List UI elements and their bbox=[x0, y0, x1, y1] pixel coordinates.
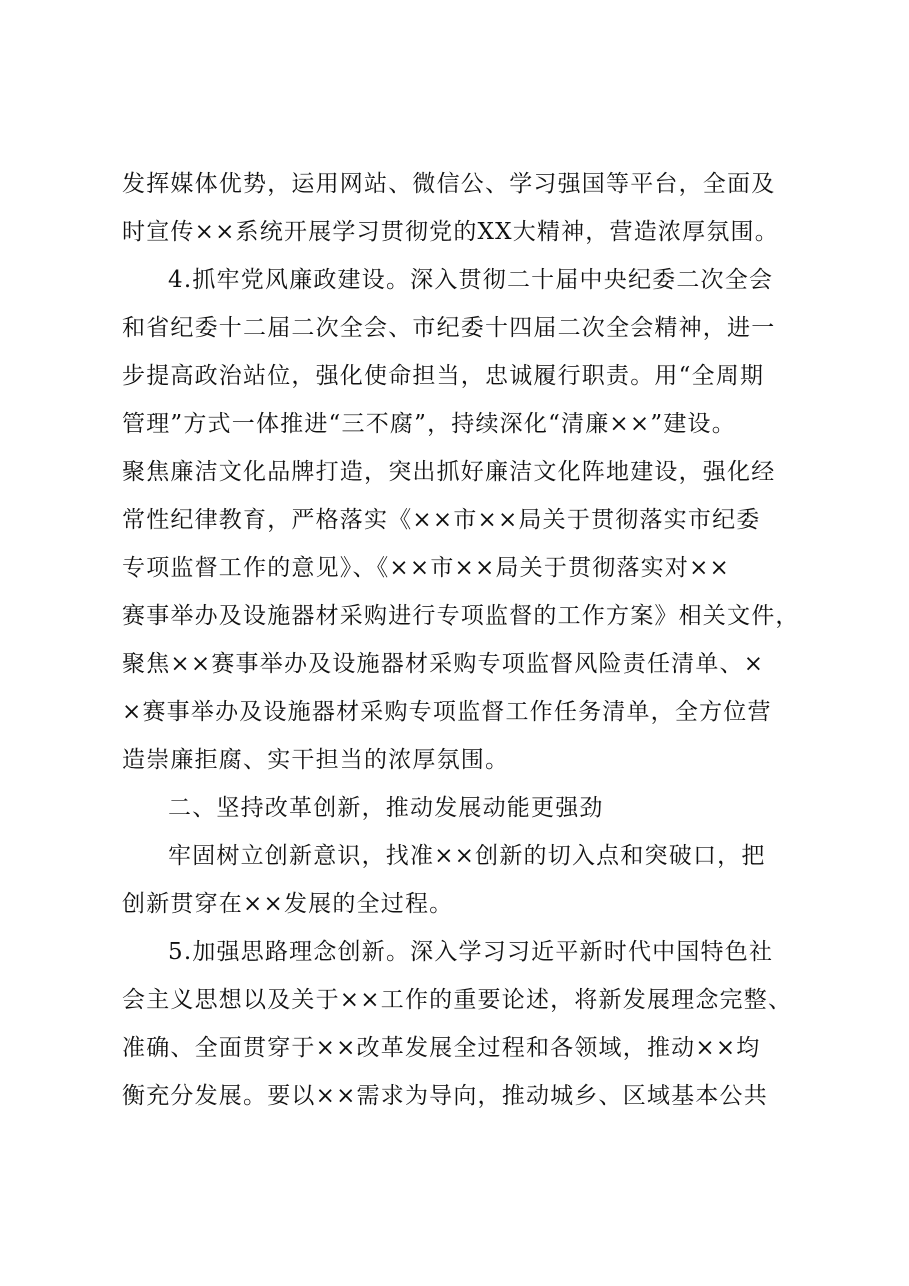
body-text-line: 衡充分发展。要以××需求为导向，推动城乡、区域基本公共 bbox=[122, 1083, 768, 1109]
body-text-line: 发挥媒体优势，运用网站、微信公、学习强国等平台，全面及 bbox=[122, 171, 776, 197]
body-text-line: 专项监督工作的意见》、《××市××局关于贯彻落实对×× bbox=[122, 555, 731, 581]
body-text-line: 造崇廉拒腐、实干担当的浓厚氛围。 bbox=[122, 747, 510, 773]
section-item-4-heading-line: 4.抓牢党风廉政建设。深入贯彻二十届中央纪委二次全会 bbox=[168, 267, 774, 293]
section-item-5-heading-line: 5.加强思路理念创新。深入学习习近平新时代中国特色社 bbox=[168, 939, 774, 965]
body-text-line: 和省纪委十二届二次全会、市纪委十四届二次全会精神，进一 bbox=[122, 315, 776, 341]
body-text-line: 准确、全面贯穿于××改革发展全过程和各领域，推动××均 bbox=[122, 1035, 761, 1061]
body-text-line: 创新贯穿在××发展的全过程。 bbox=[122, 891, 454, 917]
body-text-line: ×赛事举办及设施器材采购专项监督工作任务清单，全方位营 bbox=[122, 699, 772, 725]
section-heading-2: 二、坚持改革创新，推动发展动能更强劲 bbox=[168, 795, 604, 821]
body-text-line: 时宣传××系统开展学习贯彻党的XX大精神，营造浓厚氛围。 bbox=[122, 219, 779, 245]
body-text-line: 牢固树立创新意识，找准××创新的切入点和突破口，把 bbox=[168, 843, 766, 869]
body-text-line: 聚焦廉洁文化品牌打造，突出抓好廉洁文化阵地建设，强化经 bbox=[122, 459, 776, 485]
body-text-line: 管理”方式一体推进“三不腐”，持续深化“清廉××”建设。 bbox=[122, 411, 736, 437]
body-text-line: 步提高政治站位，强化使命担当，忠诚履行职责。用“全周期 bbox=[122, 363, 765, 389]
body-text-line: 常性纪律教育，严格落实《××市××局关于贯彻落实市纪委 bbox=[122, 507, 761, 533]
body-text-line: 赛事举办及设施器材采购进行专项监督的工作方案》相关文件， bbox=[122, 603, 800, 629]
body-text-line: 聚焦××赛事举办及设施器材采购专项监督风险责任清单、× bbox=[122, 651, 765, 677]
body-text-line: 会主义思想以及关于××工作的重要论述，将新发展理念完整、 bbox=[122, 987, 793, 1013]
